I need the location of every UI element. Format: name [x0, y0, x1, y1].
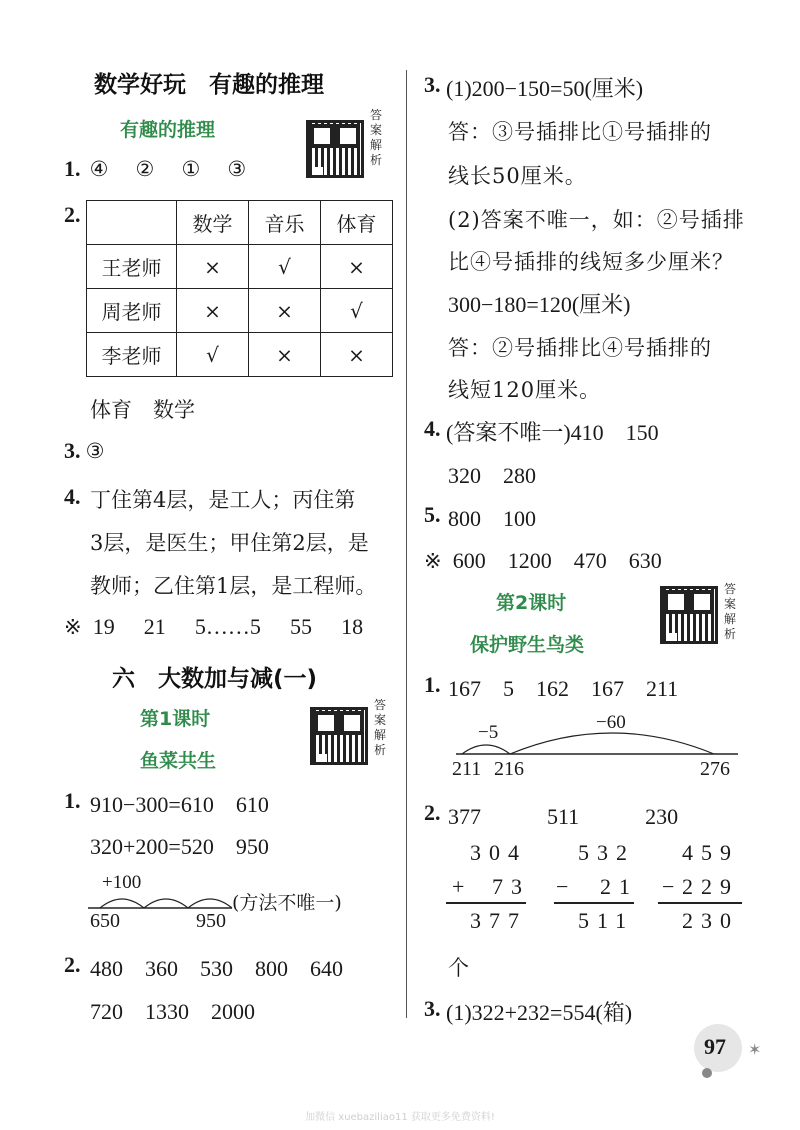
question-number: 3. — [64, 438, 81, 463]
answer-line: 167 5 162 167 211 — [448, 676, 679, 701]
question-number: 2. — [64, 202, 81, 227]
unit-label: 个 — [448, 956, 469, 980]
answer-line: 线长50厘米。 — [448, 164, 587, 188]
question-number: 4. — [424, 416, 441, 441]
vertical-calc-top: 459 — [682, 840, 739, 865]
lesson-title: 有趣的推理 — [120, 119, 216, 141]
answer: ② — [135, 157, 155, 181]
lesson-label: 第1课时 — [140, 708, 211, 730]
answer-line: 910−300=610 610 — [90, 792, 269, 817]
vertical-calc-top: 304 — [470, 840, 527, 865]
vertical-calc-operator: + — [452, 874, 465, 899]
answer: ③ — [85, 439, 105, 463]
number-line-start: 650 — [90, 910, 120, 932]
table-cell: √ — [321, 289, 393, 333]
table-cell: √ — [249, 245, 321, 289]
question-1 — [64, 156, 246, 182]
jump-label: −5 — [478, 722, 499, 743]
vertical-calc-bottom: 229 — [682, 874, 739, 899]
answer-line: 377 511 230 — [448, 804, 679, 829]
jump-arc — [510, 733, 714, 754]
star-icon: ✶ — [748, 1040, 762, 1059]
jump-arc — [144, 899, 188, 908]
number-line-end: 950 — [196, 910, 226, 932]
answer-line: (2)答案不唯一，如：②号插排 — [448, 208, 745, 232]
answer-line: 比④号插排的线短多少厘米？ — [448, 250, 734, 274]
answer-line: 300−180=120(厘米) — [448, 292, 631, 317]
dot-icon — [702, 1068, 712, 1078]
extension-question — [424, 544, 662, 575]
answer: 5……5 — [194, 614, 261, 639]
lesson-title: 鱼菜共生 — [140, 750, 217, 772]
table-header: 数学 — [177, 201, 249, 245]
number-line-point: 216 — [494, 758, 524, 780]
calc-rule — [658, 902, 742, 904]
answer-line: 答：③号插排比①号插排的 — [448, 120, 712, 144]
question-number: 2. — [64, 952, 81, 977]
jump-arc — [188, 899, 232, 908]
answer-line: 教师；乙住第1层，是工程师。 — [90, 574, 377, 598]
number-line-point: 276 — [700, 758, 730, 780]
jump-label: +100 — [102, 872, 142, 893]
table-cell: 王老师 — [87, 245, 177, 289]
vertical-calc-result: 377 — [470, 908, 527, 933]
qr-tag: 答案解析 — [370, 108, 383, 167]
number-line-diagram — [86, 890, 236, 912]
question-number: 3. — [424, 996, 441, 1021]
reasoning-table — [86, 200, 393, 377]
qr-code-icon[interactable] — [310, 707, 368, 765]
question-number: 1. — [64, 156, 81, 181]
jump-label: −60 — [596, 712, 626, 733]
answer: 21 — [143, 614, 166, 639]
answer-line: 320+200=520 950 — [90, 834, 269, 859]
answer-line: 320 280 — [448, 463, 537, 488]
qr-code-icon[interactable] — [306, 120, 364, 178]
table-cell: × — [177, 245, 249, 289]
vertical-calc-result: 230 — [682, 908, 739, 933]
answer: ③ — [227, 157, 247, 181]
qr-tag: 答案解析 — [724, 582, 737, 641]
answer: 18 — [341, 614, 364, 639]
answer-line: 答：②号插排比④号插排的 — [448, 336, 712, 360]
table-row — [87, 289, 393, 333]
table-cell: √ — [177, 333, 249, 377]
question-number: 4. — [64, 484, 81, 509]
number-line-point: 211 — [452, 758, 482, 780]
answer-line: 720 1330 2000 — [90, 999, 256, 1024]
number-line-diagram — [452, 728, 742, 758]
answer: 55 — [289, 614, 312, 639]
chapter-title: 六 大数加与减(一) — [112, 666, 318, 692]
qr-code-icon[interactable] — [660, 586, 718, 644]
question-3 — [64, 438, 104, 464]
answer: ④ — [89, 157, 109, 181]
vertical-calc-result: 511 — [578, 908, 635, 933]
answer-line: 480 360 530 800 640 — [90, 956, 344, 981]
jump-arc — [100, 899, 144, 908]
answer: 19 — [92, 614, 115, 639]
section-title: 数学好玩 有趣的推理 — [94, 72, 324, 98]
table-cell: × — [321, 333, 393, 377]
star-mark: ※ — [64, 615, 82, 639]
vertical-calc-operator: − — [556, 874, 569, 899]
answer-line: 丁住第4层，是工人；丙住第 — [90, 488, 356, 512]
answer: 600 1200 470 630 — [452, 548, 662, 573]
vertical-calc-bottom: 73 — [492, 874, 530, 899]
lesson-label: 第2课时 — [496, 592, 567, 614]
answer-line: 线短120厘米。 — [448, 378, 602, 402]
table-cell: × — [249, 333, 321, 377]
table-cell: × — [177, 289, 249, 333]
note: (方法不唯一) — [232, 892, 342, 914]
answer-line: (1)322+232=554(箱) — [446, 1000, 633, 1025]
table-cell: × — [321, 245, 393, 289]
question-number: 3. — [424, 72, 441, 97]
vertical-calc-bottom: 21 — [600, 874, 638, 899]
question-number: 1. — [64, 788, 81, 813]
answer-line: (答案不唯一)410 150 — [446, 420, 659, 445]
qr-tag: 答案解析 — [374, 698, 387, 757]
page-number: 97 — [704, 1034, 726, 1059]
table-header: 音乐 — [249, 201, 321, 245]
answer: 体育 数学 — [90, 398, 195, 422]
footer-watermark: 加微信 xuebaziliao11 获取更多免费资料! — [305, 1112, 495, 1123]
question-number: 1. — [424, 672, 441, 697]
table-cell — [87, 201, 177, 245]
star-mark: ※ — [424, 549, 442, 573]
calc-rule — [554, 902, 634, 904]
vertical-calc-operator: − — [662, 874, 675, 899]
answer-line: 3层，是医生；甲住第2层，是 — [90, 531, 369, 555]
answer-line: (1)200−150=50(厘米) — [446, 76, 644, 101]
answer: ① — [181, 157, 201, 181]
vertical-calc-top: 532 — [578, 840, 635, 865]
question-number: 5. — [424, 502, 441, 527]
question-number: 2. — [424, 800, 441, 825]
table-row — [87, 333, 393, 377]
table-cell: 周老师 — [87, 289, 177, 333]
table-row — [87, 201, 393, 245]
column-divider — [406, 70, 407, 1018]
calc-rule — [446, 902, 526, 904]
table-cell: × — [249, 289, 321, 333]
table-row — [87, 245, 393, 289]
answer-line: 800 100 — [448, 506, 537, 531]
lesson-title: 保护野生鸟类 — [470, 634, 585, 656]
table-header: 体育 — [321, 201, 393, 245]
table-cell: 李老师 — [87, 333, 177, 377]
extension-question — [64, 614, 363, 640]
jump-arc — [462, 745, 510, 754]
